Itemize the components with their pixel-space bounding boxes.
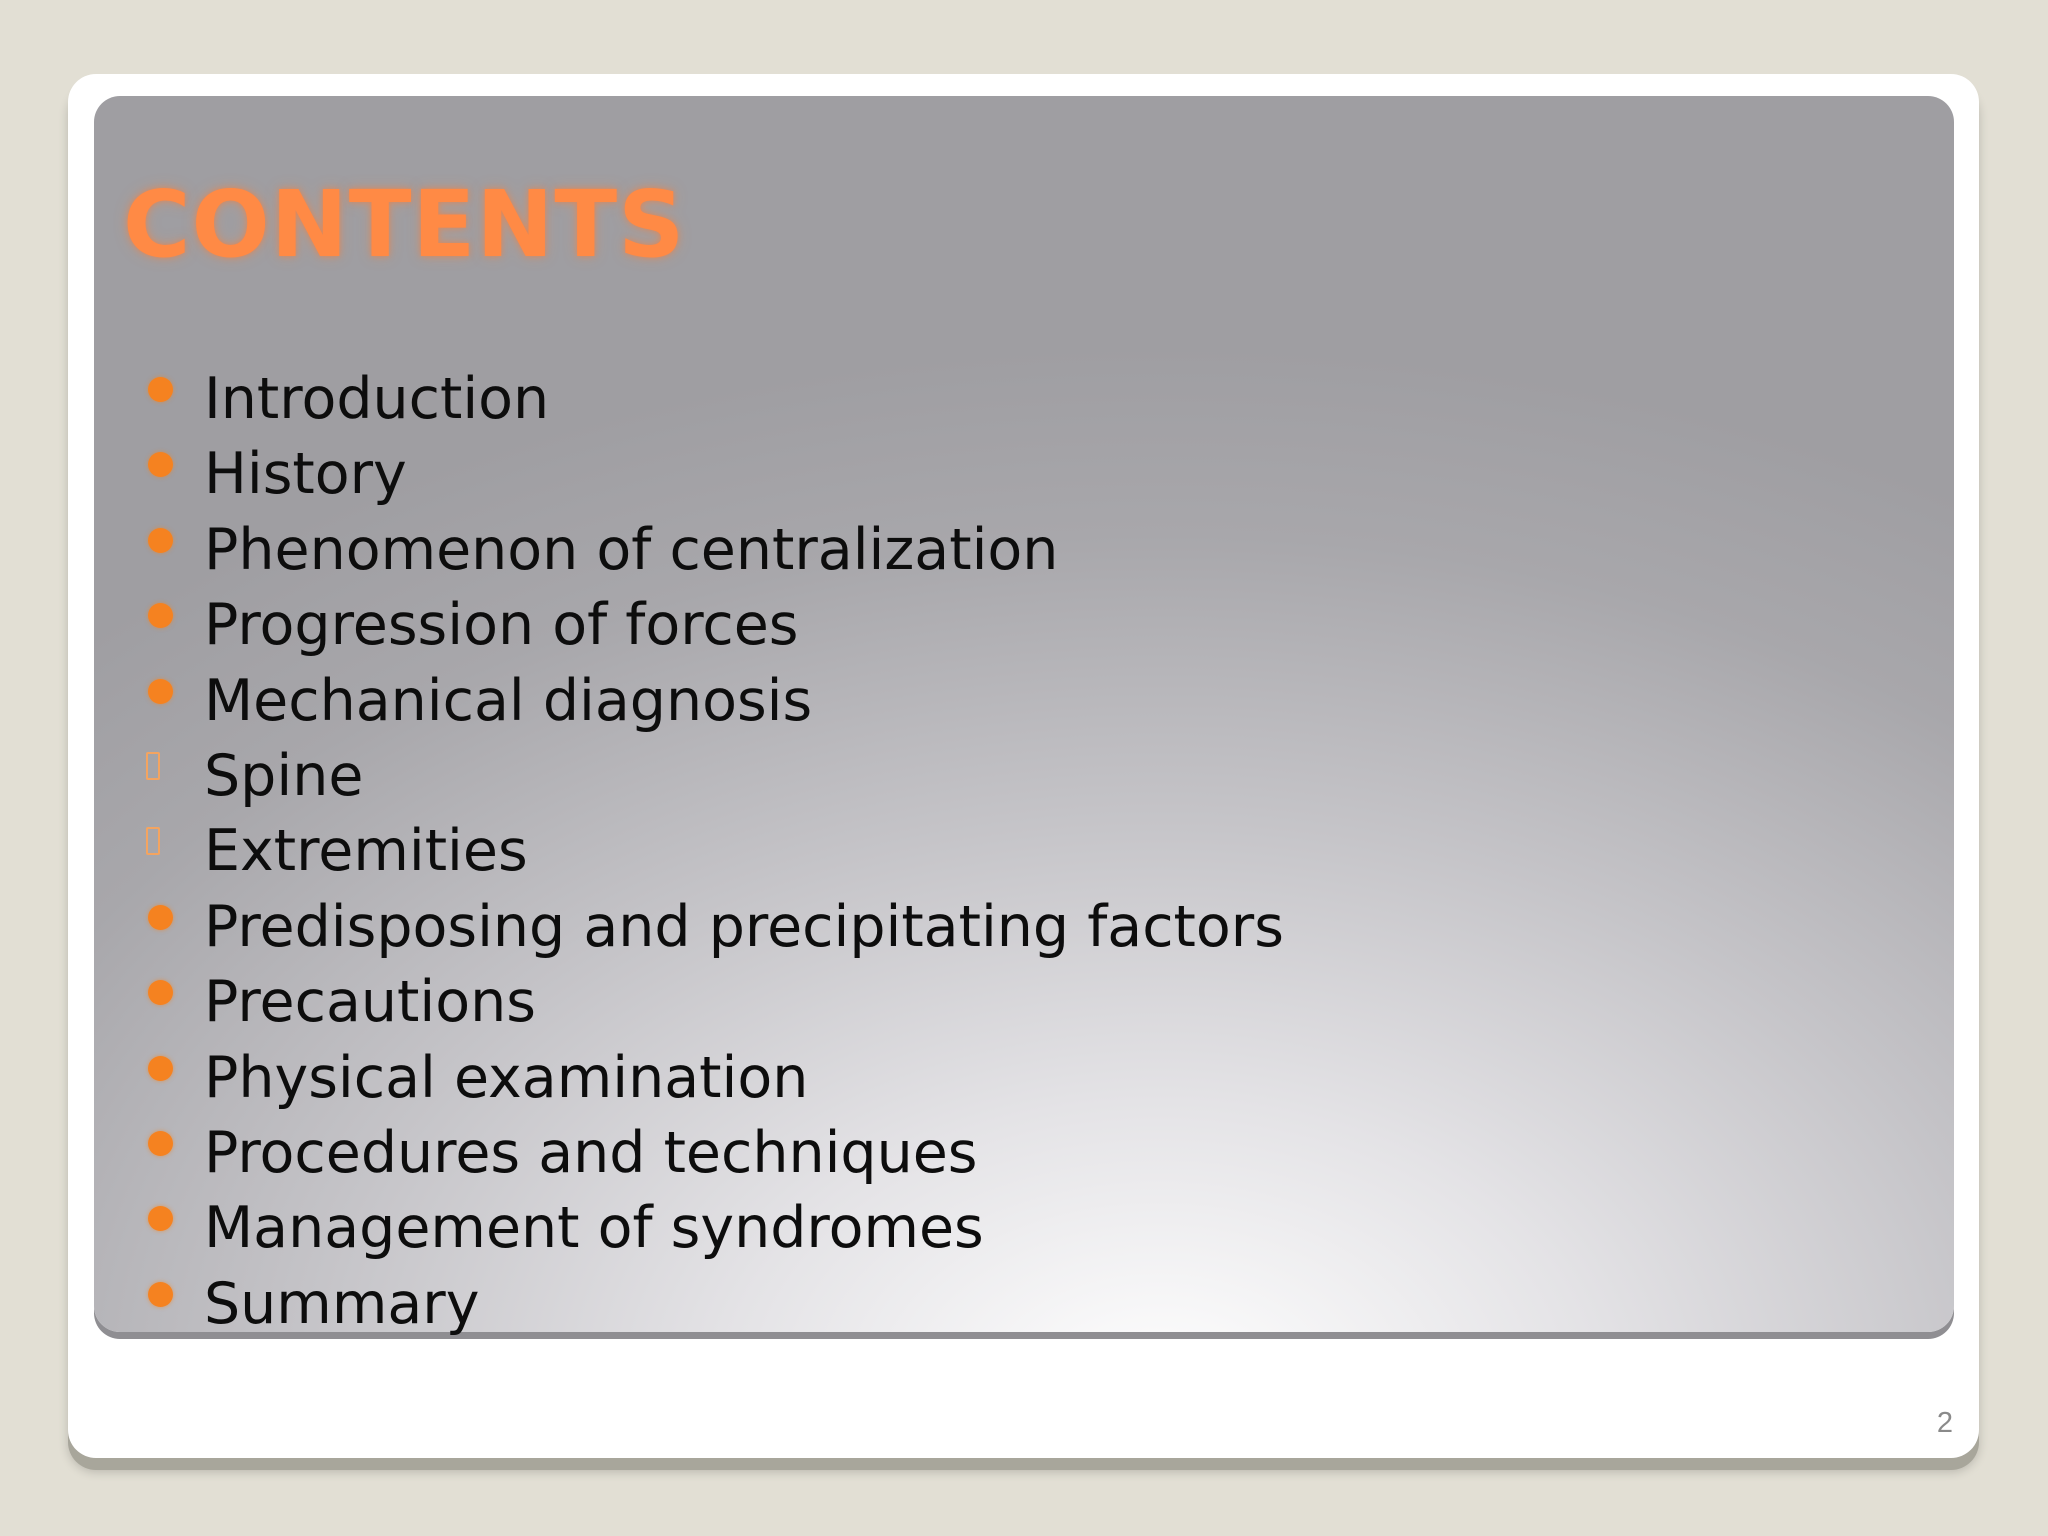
list-item-label: Extremities [204, 818, 528, 885]
list-item-label: Introduction [204, 366, 550, 432]
page-number: 2 [1936, 1407, 1953, 1439]
bullet-dot-icon [148, 377, 173, 402]
list-item-label: Physical examination [204, 1044, 809, 1111]
bullet-dot-icon [148, 1282, 173, 1307]
list-item-label: Management of syndromes [204, 1195, 984, 1262]
bullet-dot-icon [148, 603, 173, 628]
bullet-dot-icon [148, 1056, 173, 1081]
list-item-label: Phenomenon of centralization [204, 516, 1059, 583]
slide-title: CONTENTS [123, 171, 686, 278]
bullet-dot-icon [148, 980, 173, 1005]
bullet-dot-icon [148, 905, 173, 930]
list-item-label: Spine [204, 742, 364, 809]
list-item-label: Progression of forces [204, 592, 799, 659]
bullet-box-icon [146, 827, 160, 855]
list-item-label: Mechanical diagnosis [204, 667, 813, 734]
bullet-dot-icon [148, 679, 173, 704]
bullet-dot-icon [148, 528, 173, 553]
list-item-label: Procedures and techniques [204, 1119, 978, 1186]
bullet-box-icon [146, 752, 160, 780]
bullet-dot-icon [148, 1131, 173, 1156]
list-item-label: Summary [204, 1270, 480, 1337]
list-item-label: Precautions [204, 969, 536, 1036]
list-item-label: History [204, 441, 407, 508]
list-item-label: Predisposing and precipitating factors [204, 893, 1284, 960]
